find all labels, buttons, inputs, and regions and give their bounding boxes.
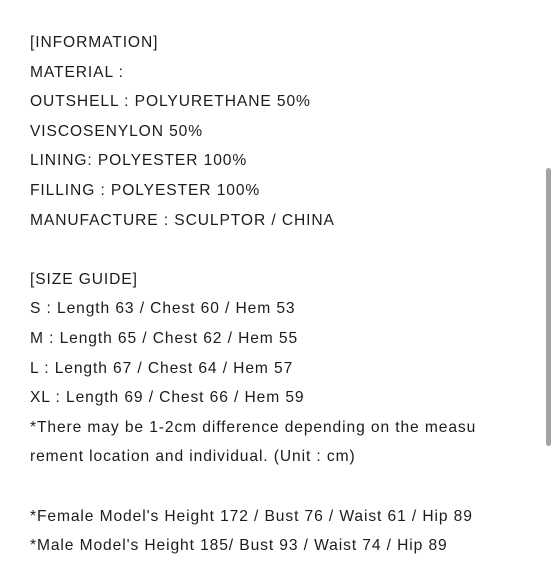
viscose-nylon-line: VISCOSENYLON 50%	[30, 122, 203, 140]
section-spacer	[30, 235, 540, 265]
male-model-info: *Male Model's Height 185/ Bust 93 / Waist 74 / Hip 89	[30, 537, 448, 555]
size-m-line: M : Length 65 / Chest 62 / Hem 55	[30, 329, 299, 347]
size-s-line: S : Length 63 / Chest 60 / Hem 53	[30, 300, 296, 318]
material-label: MATERIAL :	[30, 63, 124, 81]
female-model-info: *Female Model's Height 172 / Bust 76 / Waist 61 / Hip 89	[30, 507, 473, 525]
measurement-note-line-2: rement location and individual. (Unit : cm)	[30, 448, 356, 466]
filling-line: FILLING : POLYESTER 100%	[30, 181, 261, 199]
size-guide-header: [SIZE GUIDE]	[30, 270, 138, 288]
lining-line: LINING: POLYESTER 100%	[30, 152, 248, 170]
size-xl-line: XL : Length 69 / Chest 66 / Hem 59	[30, 389, 305, 407]
outshell-line: OUTSHELL : POLYURETHANE 50%	[30, 93, 311, 111]
section-spacer	[30, 472, 540, 502]
measurement-note-line-1: *There may be 1-2cm difference depending on the measu	[30, 418, 477, 436]
product-description	[30, 28, 540, 561]
information-header: [INFORMATION]	[30, 34, 159, 51]
vertical-scrollbar[interactable]	[546, 168, 551, 446]
manufacture-line: MANUFACTURE : SCULPTOR / CHINA	[30, 211, 335, 229]
size-l-line: L : Length 67 / Chest 64 / Hem 57	[30, 359, 294, 377]
